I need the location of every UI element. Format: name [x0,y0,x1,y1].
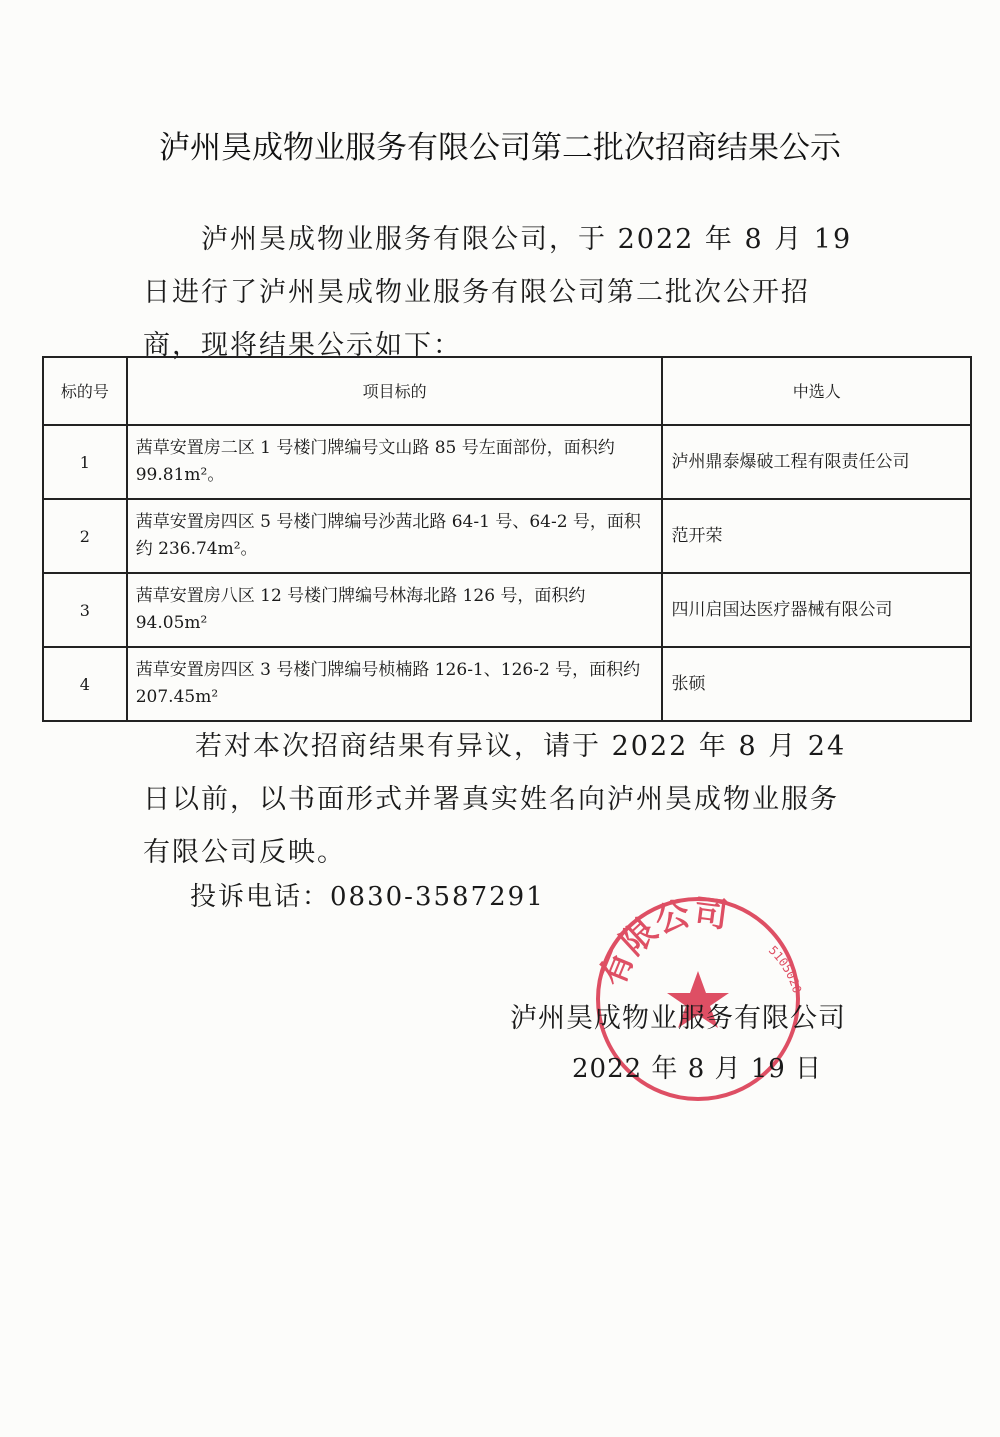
header-no: 标的号 [43,357,127,425]
cell-item: 茜草安置房八区 12 号楼门牌编号林海北路 126 号，面积约 94.05m² [127,573,663,647]
cell-winner: 张硕 [662,647,971,721]
page-title: 泸州昊成物业服务有限公司第二批次招商结果公示 [159,130,841,166]
seal-serial: 5105020 [765,943,804,995]
cell-winner: 泸州鼎泰爆破工程有限责任公司 [662,425,971,499]
table-row [43,425,971,499]
table-row [43,573,971,647]
cell-no: 4 [43,647,127,721]
complaint-phone: 投诉电话：0830-3587291 [190,882,545,912]
objection-paragraph: 若对本次招商结果有异议，请于 2022 年 8 月 24 日以前，以书面形式并署真实姓名向泸州昊成物业服务有限公司反映。 [143,731,847,868]
table-header-row [43,357,971,425]
results-table [42,356,972,722]
header-winner: 中选人 [662,357,971,425]
cell-item: 茜草安置房四区 5 号楼门牌编号沙茜北路 64-1 号、64-2 号，面积约 236.74m²。 [127,499,663,573]
cell-winner: 范开荣 [662,499,971,573]
seal-arc-text: 有限公司 [592,893,731,993]
intro-paragraph: 泸州昊成物业服务有限公司，于 2022 年 8 月 19 日进行了泸州昊成物业服务有限公司第二批次公开招商，现将结果公示如下： [143,224,853,361]
table-row [43,647,971,721]
cell-no: 1 [43,425,127,499]
cell-item: 茜草安置房四区 3 号楼门牌编号桢楠路 126-1、126-2 号，面积约 207.45m² [127,647,663,721]
signature-date: 2022 年 8 月 19 日 [572,1054,823,1084]
cell-item: 茜草安置房二区 1 号楼门牌编号文山路 85 号左面部份，面积约 99.81m²。 [127,425,663,499]
signature-company: 泸州昊成物业服务有限公司 [510,1003,846,1034]
cell-no: 3 [43,573,127,647]
cell-no: 2 [43,499,127,573]
cell-winner: 四川启国达医疗器械有限公司 [662,573,971,647]
table-row [43,499,971,573]
header-item: 项目标的 [127,357,663,425]
